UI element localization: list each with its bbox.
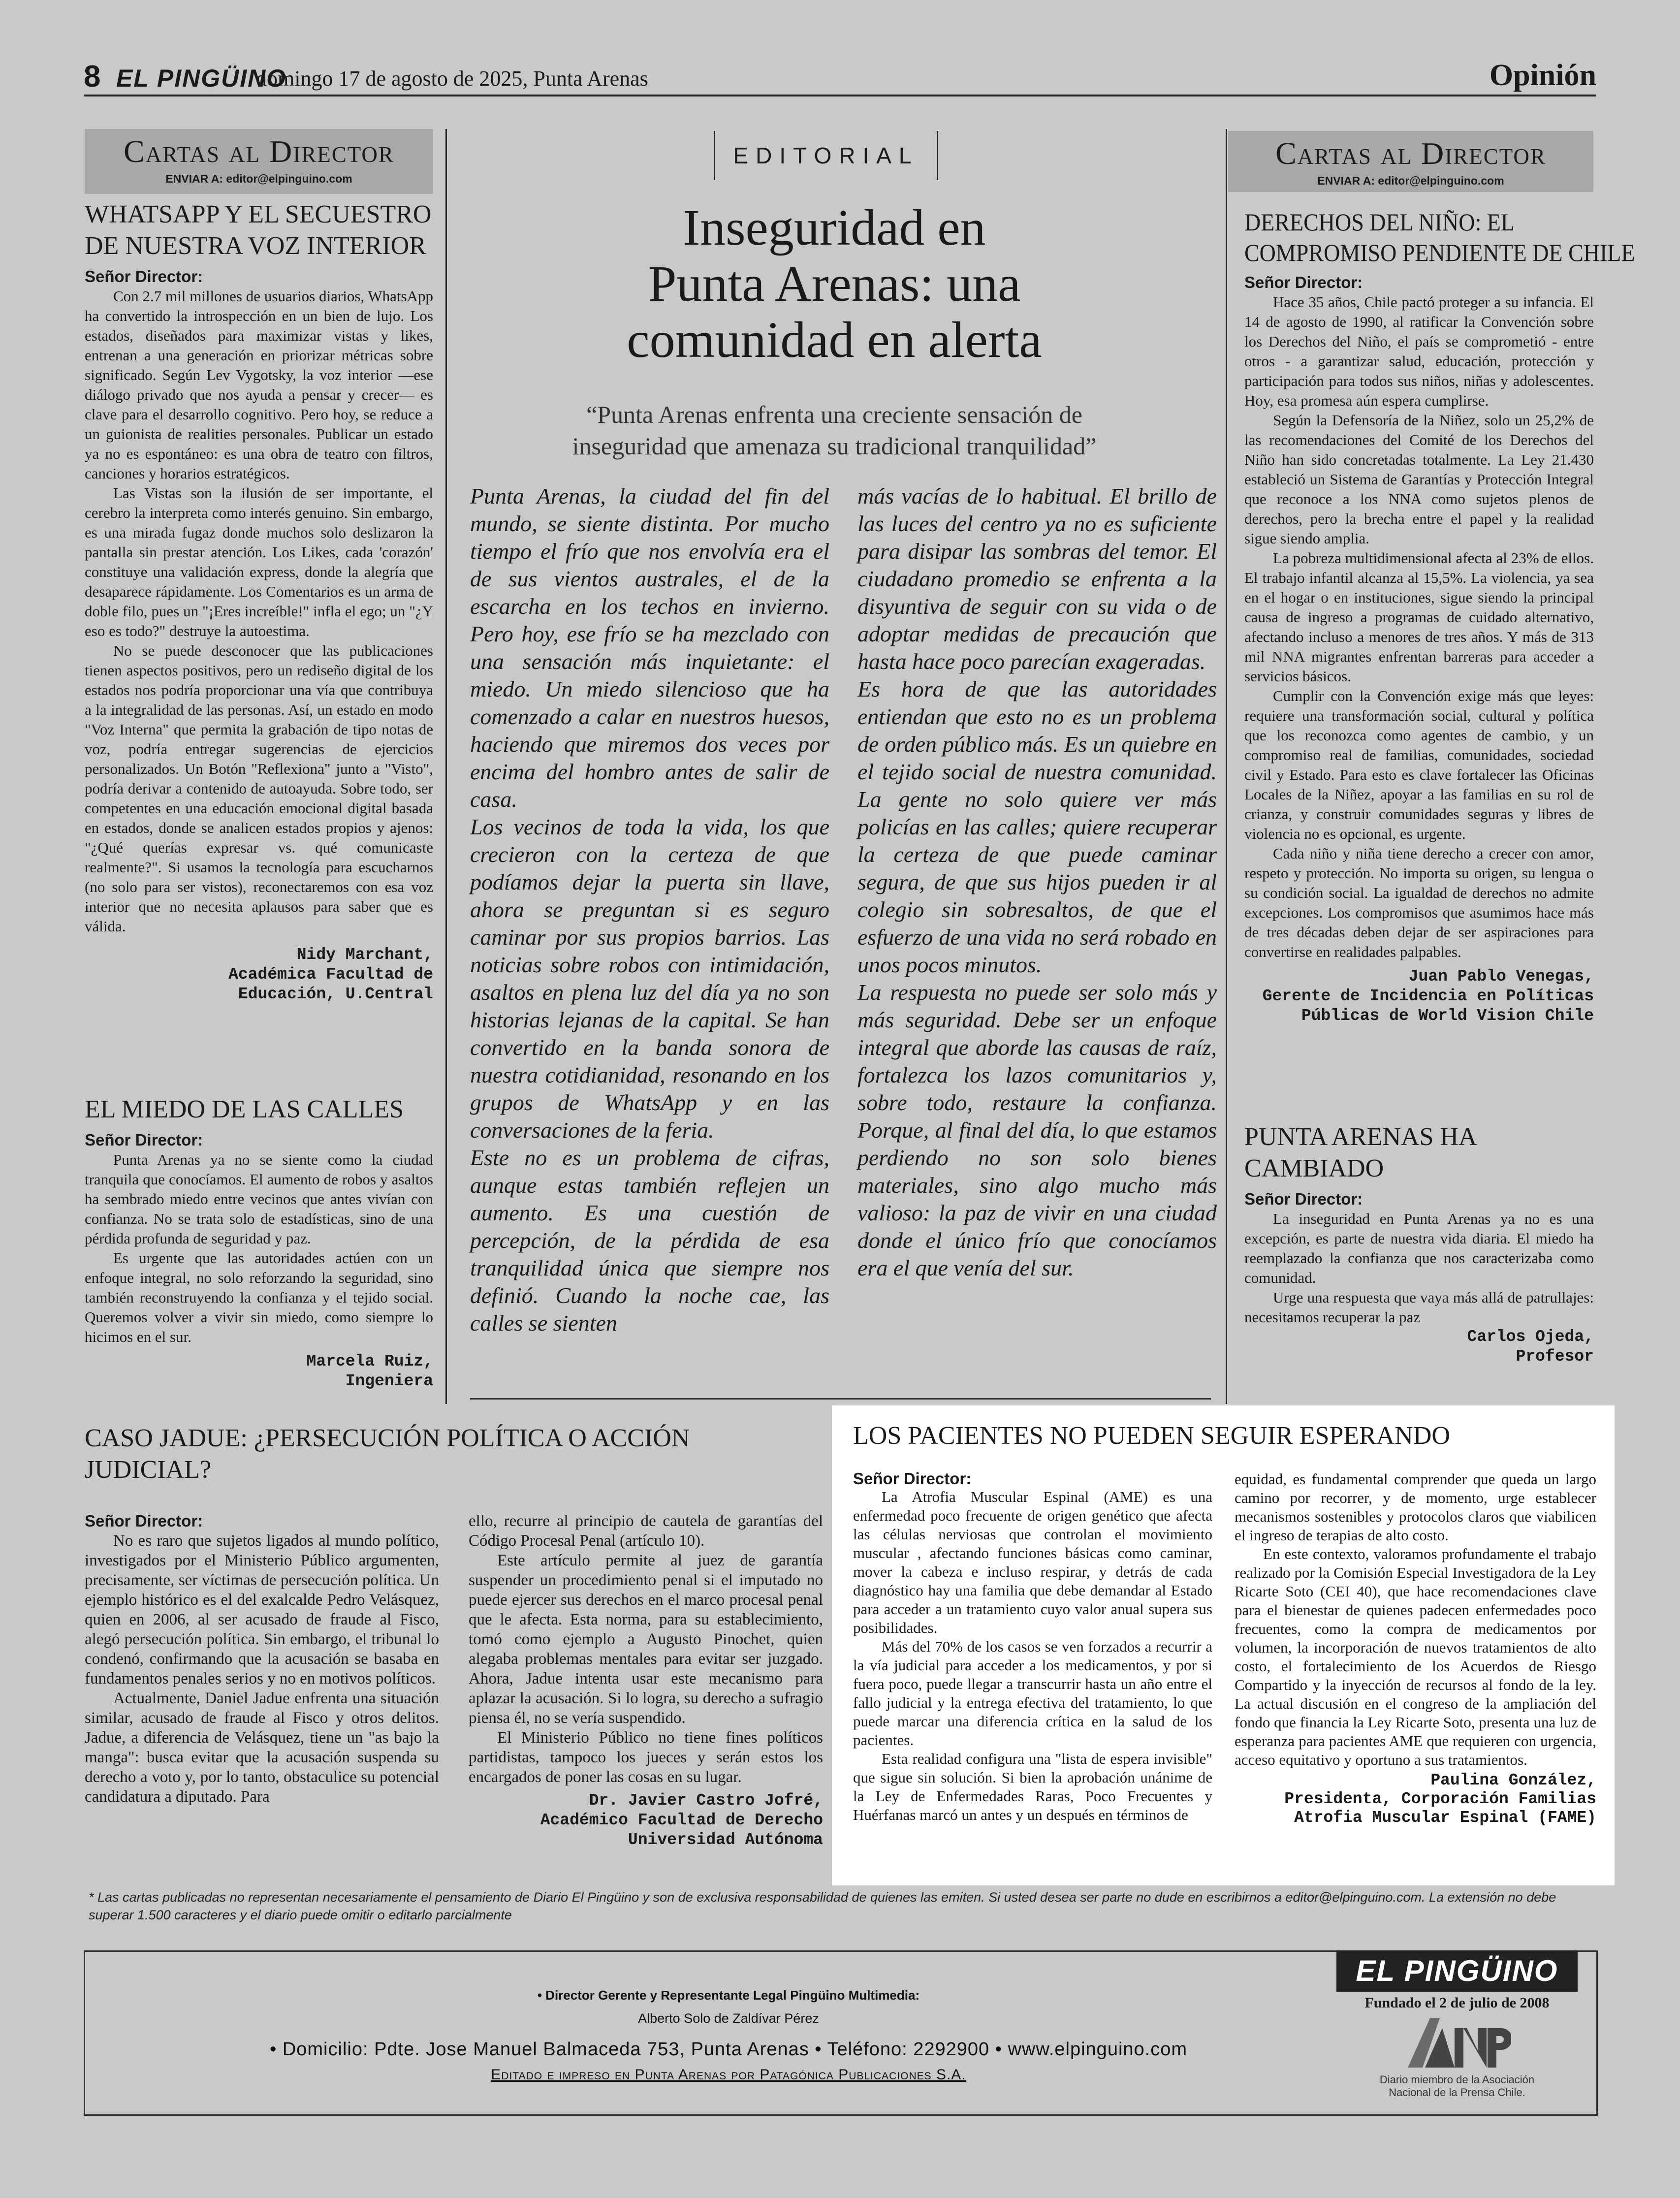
letter-salutation: Señor Director: [1244,1190,1363,1208]
column-rule [445,129,447,1404]
page-number: 8 [84,60,101,94]
anp-caption [1359,2073,1555,2099]
letter-signature [1244,967,1594,1026]
director-label: • Director Gerente y Representante Legal Pingüino Multimedia: [537,1988,920,2003]
letter-paragraph: La Atrofia Muscular Espinal (AME) es una enfermedad poco frecuente de origen genético que afecta las células nerviosas que controlan el movimiento muscular , afectando funciones básicas como caminar, mover la cabeza e incluso respirar, y detrás de cada diagnóstico hay una familia que debe demandar al Estado para acceder a un tratamiento cuyo valor anual supera sus posibilidades. [853,1488,1212,1636]
letter-paragraph: Más del 70% de los casos se ven forzados a recurrir a la vía judicial para acceder a los medicamentos, y por si fuera poco, puede llegar a transcurrir hasta un año entre el fallo judicial y la entrega efectiva del tratamiento, lo que puede marcar una diferencia crítica en la salud de los pacientes. [853,1638,1212,1749]
editorial-paragraph: Este no es un problema de cifras, aunque estas también reflejen un aumento. Es una cuestión de percepción, de la pérdida de esa tranquilidad única que siempre nos definió. Cuando la noche cae, las calles se sienten [470,1145,829,1336]
signature-line: Marcela Ruiz, [306,1352,433,1370]
letter-body [1244,1209,1594,1327]
editorial-paragraph: Es hora de que las autoridades entiendan que esto no es un problema de orden público más. Es un quiebre en el tejido social de nuestra comunidad. La gente no solo quiere ver más policías en las calles; quiere recuperar la certeza de que puede caminar segura, de que sus hijos pueden ir al colegio sin sobresaltos, de que el esfuerzo de una vida no será robado en unos pocos minutos. [857,676,1217,977]
signature-line: Profesor [1516,1347,1594,1366]
editorial-paragraph: más vacías de lo habitual. El brillo de las luces del centro ya no es suficiente para disipar las sombras del temor. El ciudadano promedio se enfrenta a la disyuntiva de seguir con su vida o de adoptar medidas de precaución que hasta hace poco parecían exageradas. [857,483,1217,674]
disclaimer-text: * Las cartas publicadas no representan necesariamente el pensamiento de Diario El Pingüino y son de exclusiva responsabilidad de quienes las emiten. Si usted desea ser parte no dude en escribirnos a editor@elpinguino.com. La extensión no debe superar 1.500 caracteres y el diario puede omitir o editarlo parcialmente [89,1890,1556,1922]
letter-paragraph: Hace 35 años, Chile pactó proteger a su infancia. El 14 de agosto de 1990, al ratificar la Convención sobre los Derechos del Niño, el país se comprometió - entre otros - a garantizar salud, educación, protección y participación para todos sus niños, niñas y adolescentes. Hoy, esa promesa aún espera cumplirse. [1244,293,1594,409]
signature-line: Públicas de World Vision Chile [1301,1007,1594,1025]
signature-line: Presidenta, Corporación Familias [1284,1790,1596,1808]
letter-title: CASO JADUE: ¿PERSECUCIÓN POLÍTICA O ACCIÓN JUDICIAL? [85,1424,690,1484]
letter-body [85,287,433,936]
letter-salutation: Señor Director: [85,267,203,286]
editorial-paragraph: Los vecinos de toda la vida, los que crecieron con la certeza de que podíamos dejar la puerta sin llave, ahora se preguntan si es seguro caminar por sus propios barrios. Las noticias sobre robos con intimidación, asaltos en plena luz del día ya no son historias lejanas de la capital. Se han convertido en la banda sonora de nuestra cotidianidad, resonando en los grupos de WhatsApp y en las conversaciones de la feria. [470,814,829,1143]
letter-title: WHATSAPP Y EL SECUESTRO DE NUESTRA VOZ INTERIOR [85,200,432,260]
letter-paragraph: Esta realidad configura una "lista de espera invisible" que sigue sin solución. Si bien la aprobación unánime de la Ley de Enfermedades Raras, Poco Frecuentes y Huérfanas marcó un antes y un después en términos de [853,1750,1212,1823]
letter-paragraph: Actualmente, Daniel Jadue enfrenta una situación similar, acusado de fraude al Fisco y otros delitos. Jadue, a diferencia de Velásquez, tiene un "as bajo la manga": busca evitar que la acusación suspenda su derecho a voto y, por lo tanto, obstaculice su potencial candidatura a diputado. Para [85,1689,439,1806]
anp-logo-icon [1403,2013,1511,2072]
cartas-header-right [1228,131,1593,192]
letter-paragraph: El Ministerio Público no tiene fines políticos partidistas, tampoco los jueces y serán estos los encargados de poner las cosas en su lugar. [469,1729,823,1786]
cartas-title: Cartas al Director [124,134,394,169]
editorial-pullquote [458,399,1211,462]
signature-line: Dr. Javier Castro Jofré, [589,1791,823,1810]
letter-derechos-nino [1244,207,1635,1026]
signature-line: Académico Facultad de Derecho [540,1811,823,1829]
editorial-column-1 [470,482,829,1337]
letter-paragraph: Cada niño y niña tiene derecho a crecer con amor, respeto y protección. No importa su origen, su lengua o su condición social. La igualdad de derechos no admite excepciones. Los compromisos que asumimos hace más de tres décadas deben dejar de ser aspiraciones para convertirse en realidades palpables. [1244,845,1594,960]
pacientes-column-2 [1235,1470,1596,1827]
letter-paragraph: Según la Defensoría de la Niñez, solo un 25,2% de las recomendaciones del Comité de los Derechos del Niño han sido concretadas totalmente. La Ley 21.430 estableció un Sistema de Garantías y Protección Integral que reconoce a los NNA como sujetos plenos de derechos, pero la brecha entre el papel y la realidad sigue siendo amplia. [1244,412,1594,547]
anp-caption-line: Nacional de la Prensa Chile. [1389,2086,1525,2099]
letter-title: PUNTA ARENAS HA CAMBIADO [1244,1123,1476,1182]
letter-signature [85,1352,433,1391]
signature-line: Ingeniera [345,1372,433,1390]
letter-paragraph: equidad, es fundamental comprender que queda un largo camino por recorrer, y de momento, urge establecer mecanismos sostenibles y protocolos claros que viabilicen el ingreso de terapias de alto costo. [1235,1470,1596,1544]
letter-paragraph: No es raro que sujetos ligados al mundo político, investigados por el Ministerio Público argumenten, precisamente, ser víctimas de persecución política. Un ejemplo histórico es el del exalcalde Pedro Velásquez, quien en 2006, al ser acusado de fraude al Fisco, alegó persecución política. Sin embargo, el tribunal lo condenó, confirmando que la acusación se basaba en fundamentos penales serios y no en motivos políticos. [85,1532,439,1688]
letter-paragraph: Las Vistas son la ilusión de ser importante, el cerebro la interpreta como interés genuino. Sin embargo, es una mirada fugaz donde muchos solo deslizaron la pantalla sin prestar atención. Los Likes, cada 'corazón' constituye una validación express, donde la alegría que desaparece rápidamente. Los Comentarios es un arma de doble filo, pues un "¡Eres increíble!" infla el ego; un "¿Y eso es todo?" destruye la autoestima. [85,484,433,639]
header-rule [84,95,1596,96]
quote-line: “Punta Arenas enfrenta una creciente sensación de [586,401,1082,428]
letter-paragraph: La pobreza multidimensional afecta al 23% de ellos. El trabajo infantil alcanza al 15,5%. La violencia, ya sea en el hogar o en instituciones, sigue siendo la principal causa de ingreso a programas de cuidado alternativo, afectando incluso a menores de tres años. Y más de 313 mil NNA migrantes enfrentan barreras para acceder a servicios básicos. [1244,549,1594,685]
signature-line: Universidad Autónoma [628,1831,823,1849]
signature-line: Educación, U.Central [238,985,433,1003]
letter-salutation: Señor Director: [85,1131,203,1149]
letter-paragraph: Urge una respuesta que vaya más allá de patrullajes: necesitamos recuperar la paz [1244,1289,1594,1326]
footer-printed-by: Editado e impreso en Punta Arenas por Patagónica Publicaciones S.A. [491,2067,966,2083]
founded-text: Fundado el 2 de julio de 2008 [1364,1995,1550,2011]
letter-signature [469,1791,823,1850]
letter-whatsapp [85,199,433,1004]
letter-body [85,1531,439,1807]
signature-line: Paulina González, [1430,1771,1596,1789]
signature-line: Académica Facultad de [228,965,433,984]
quote-line: inseguridad que amenaza su tradicional tranquilidad” [572,432,1097,460]
issue-date: domingo 17 de agosto de 2025, Punta Arenas [256,66,648,91]
cartas-title: Cartas al Director [1275,136,1546,171]
editorial-title [458,200,1211,368]
title-line: Punta Arenas: una [648,255,1021,312]
cartas-email[interactable]: ENVIAR A: editor@elpinguino.com [1317,174,1504,187]
letter-caso-jadue [85,1423,808,1486]
editorial-label: EDITORIAL [714,131,938,180]
footer-address: • Domicilio: Pdte. Jose Manuel Balmaceda 753, Punta Arenas • Teléfono: 2292900 • www.elpinguino.com [269,2039,1188,2060]
letter-salutation: Señor Director: [85,1512,203,1530]
editorial-bottom-rule [470,1398,1211,1400]
letter-paragraph: Punta Arenas ya no se siente como la ciudad tranquila que conocíamos. El aumento de robos y asaltos ha sembrado miedo entre vecinos que antes vivían con confianza. No se trata solo de estadísticas, sino de una pérdida profunda de seguridad y paz. [85,1151,433,1247]
letter-salutation: Señor Director: [853,1469,972,1488]
letter-signature [1235,1771,1596,1827]
jadue-column-2 [469,1511,823,1850]
letter-paragraph: Cumplir con la Convención exige más que leyes: requiere una transformación social, cultural y política que los reconozca como agentes de cambio, y un compromiso real de familias, comunidades, sociedad civil y Estado. Para esto es clave fortalecer las Oficinas Locales de la Niñez, apoyar a las familias en su rol de crianza, y construir comunidades seguras y libres de violencia no es opcional, es urgente. [1244,687,1594,842]
letter-title-line: DERECHOS DEL NIÑO: EL [1244,208,1515,236]
letter-miedo-calles [85,1094,433,1391]
anp-caption-line: Diario miembro de la Asociación [1379,2073,1535,2086]
letter-paragraph: No se puede desconocer que las publicaciones tienen aspectos positivos, pero un rediseño digital de los estados nos podría proporcionar una vía que contribuya a la integralidad de las personas. Así, un estado en modo "Voz Interna" que permita la grabación de tipo notas de voz, podría entregar sugerencias de ejercicios personalizados. Un Botón "Reflexiona" junto a "Visto", podría derivar a contenido de autoayuda. Sobre todo, ser competentes en una educación emocional digital basada en estados, donde se analicen estados propios y ajenos: "¿Qué querías expresar vs. qué comunicaste realmente?". Si usamos la tecnología para escucharnos (no solo para ser vistos), reconectaremos con esa voz interior que no necesita aplausos para saber que es válida. [85,642,433,935]
letter-paragraph: ello, recurre al principio de cautela de garantías del Código Procesal Penal (artículo 10). [469,1512,823,1550]
director-name: Alberto Solo de Zaldívar Pérez [638,2011,819,2026]
letter-body [85,1150,433,1347]
signature-line: Nidy Marchant, [296,946,433,964]
signature-line: Atrofia Muscular Espinal (FAME) [1294,1809,1596,1827]
letter-title-line: COMPROMISO PENDIENTE DE CHILE [1244,239,1635,266]
letter-paragraph: Este artículo permite al juez de garantía suspender un procedimiento penal si el imputado no puede ejercer sus derechos en el marco procesal penal que le afecta. Esta norma, para su establecimiento, tomó como ejemplo a Augusto Pinochet, quien alegaba problemas mentales para evitar ser juzgado. Ahora, Jadue intenta usar este mecanismo para aplazar la acusación. Si lo logra, su derecho a sufragio piensa él, no se vería suspendido. [469,1552,823,1727]
editorial-paragraph: La respuesta no puede ser solo más y más seguridad. Debe ser un enfoque integral que aborde las causas de raíz, fortalezca los lazos comunitarios y, sobre todo, restaure la confianza. Porque, al final del día, lo que estamos perdiendo no son solo bienes materiales, sino algo mucho más valioso: la paz de vivir en una ciudad donde el único frío que conocíamos era el que venía del sur. [857,980,1217,1280]
letter-title: LOS PACIENTES NO PUEDEN SEGUIR ESPERANDO [853,1422,1450,1450]
pacientes-column-1 [853,1470,1212,1824]
letter-signature [85,945,433,1004]
editorial-column-2 [857,482,1217,1282]
title-line: comunidad en alerta [627,312,1042,368]
editorial-paragraph: Punta Arenas, la ciudad del fin del mundo, se siente distinta. Por mucho tiempo el frío que nos envolvía era el de sus vientos australes, el de la escarcha en los techos en invierno. Pero hoy, ese frío se ha mezclado con una sensación más inquietante: el miedo. Un miedo silencioso que ha comenzado a calar en nuestros huesos, haciendo que miremos dos veces por encima del hombro antes de salir de casa. [470,483,829,812]
letter-body [1235,1470,1596,1769]
letter-pacientes [853,1420,1591,1452]
letter-paragraph: Es urgente que las autoridades actúen con un enfoque integral, no solo reforzando la seguridad, sino también reconstruyendo la confianza y el tejido social. Queremos volver a vivir sin miedo, como siempre lo hicimos en el sur. [85,1249,433,1345]
letter-paragraph: La inseguridad en Punta Arenas ya no es una excepción, es parte de nuestra vida diaria. El miedo ha reemplazado la confianza que nos caracterizaba como comunidad. [1244,1210,1594,1286]
letter-body [853,1488,1212,1824]
letter-salutation: Señor Director: [1244,273,1363,291]
letter-paragraph: Con 2.7 mil millones de usuarios diarios, WhatsApp ha convertido la introspección en un bien de lujo. Los estados, diseñados para maximizar vistas y likes, entrenan a una generación en priorizar métricas sobre significado. Según Lev Vygotsky, la voz interior —ese diálogo privado que nos ayuda a pensar y crecer— es clave para el desarrollo cognitivo. Pero hoy, se reduce a un guionista de realities personales. Publicar un estado ya no es espontáneo: es una obra de teatro con filtros, canciones y horarios estratégicos. [85,287,433,482]
letter-signature [1244,1327,1594,1367]
cartas-header-left [85,129,433,194]
title-line: Inseguridad en [683,199,986,256]
letter-punta-arenas-cambiado [1244,1121,1594,1367]
letter-paragraph: En este contexto, valoramos profundamente el trabajo realizado por la Comisión Especial Investigadora de la Ley Ricarte Soto (CEI 40), que hace recomendaciones clave para el bienestar de quienes padecen enfermedades poco frecuentes, como la compra de medicamentos por volumen, la incorporación de nuevos tratamientos de alto costo, el fortalecimiento de los Acuerdos de Riesgo Compartido y la inyección de recursos al fondo de la ley. La actual discusión en el congreso de la ampliación del fondo que financia la Ley Ricarte Soto, presenta una luz de esperanza para pacientes AME que requieren con urgencia, acceso equitativo y oportuno a sus tratamientos. [1235,1545,1596,1768]
letter-body [469,1511,823,1787]
column-rule [1226,129,1227,1404]
newspaper-logo: EL PINGÜINO [116,64,287,92]
signature-line: Carlos Ojeda, [1467,1328,1594,1346]
signature-line: Juan Pablo Venegas, [1408,967,1594,986]
footer-logo: EL PINGÜINO [1336,1950,1578,1992]
section-title: Opinión [1489,59,1596,92]
jadue-column-1 [85,1511,439,1807]
letter-body [1244,292,1594,962]
letter-title: EL MIEDO DE LAS CALLES [85,1095,404,1123]
cartas-email[interactable]: ENVIAR A: editor@elpinguino.com [165,172,352,185]
signature-line: Gerente de Incidencia en Políticas [1262,987,1594,1005]
